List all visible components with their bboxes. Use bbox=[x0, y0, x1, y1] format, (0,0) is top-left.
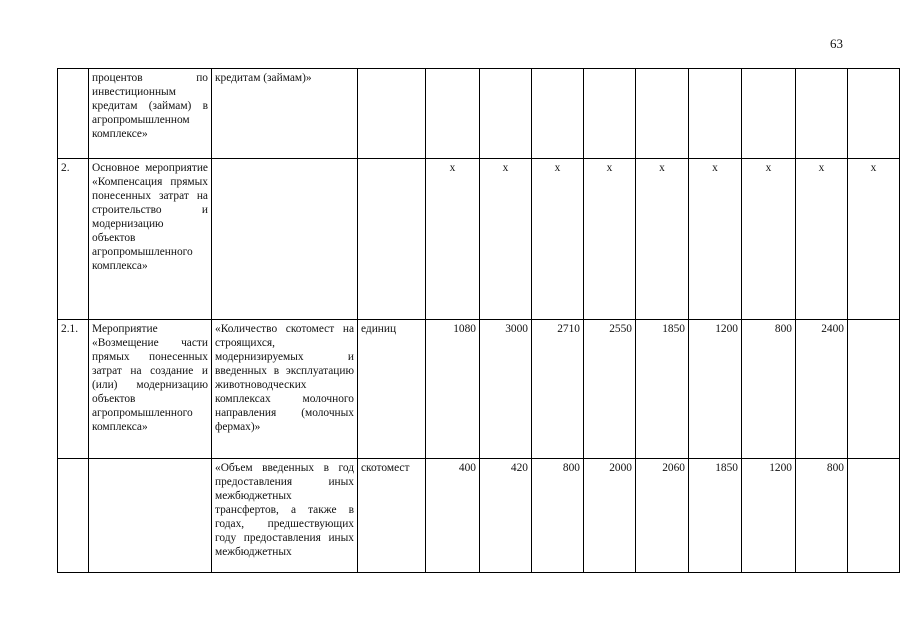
unit-cell: единиц bbox=[358, 320, 426, 459]
row-number bbox=[58, 459, 89, 573]
value-cell: 1080 bbox=[426, 320, 480, 459]
value-cell: 400 bbox=[426, 459, 480, 573]
value-cell bbox=[796, 69, 848, 159]
page-number: 63 bbox=[830, 36, 843, 51]
value-cell: 1850 bbox=[636, 320, 689, 459]
value-cell bbox=[848, 459, 900, 573]
value-cell: х bbox=[426, 159, 480, 320]
value-cell bbox=[689, 69, 742, 159]
value-cell: 1200 bbox=[742, 459, 796, 573]
unit-cell: скотомест bbox=[358, 459, 426, 573]
indicator-name: «Объем введенных в год предоставления иных межбюджетных трансфертов, а также в годах, предшествующих году предоставления иных межбюджетных bbox=[212, 459, 358, 573]
value-cell: х bbox=[532, 159, 584, 320]
value-cell bbox=[848, 320, 900, 459]
value-cell: 2060 bbox=[636, 459, 689, 573]
table-row bbox=[58, 459, 900, 573]
unit-cell bbox=[358, 69, 426, 159]
value-cell: 800 bbox=[742, 320, 796, 459]
value-cell: х bbox=[480, 159, 532, 320]
value-cell bbox=[848, 69, 900, 159]
value-cell: х bbox=[689, 159, 742, 320]
value-cell: х bbox=[848, 159, 900, 320]
value-cell bbox=[532, 69, 584, 159]
indicator-name: кредитам (займам)» bbox=[212, 69, 358, 159]
measure-name: Основное мероприятие «Компенсация прямых понесенных затрат на строительство и модернизацию объектов агропромышленного комплекса» bbox=[89, 159, 212, 320]
value-cell: 2710 bbox=[532, 320, 584, 459]
value-cell: 800 bbox=[532, 459, 584, 573]
value-cell: 2400 bbox=[796, 320, 848, 459]
measure-name: Мероприятие «Возмещение части прямых понесенных затрат на создание и (или) модернизацию объектов агропромышленного комплекса» bbox=[89, 320, 212, 459]
value-cell: х bbox=[636, 159, 689, 320]
table-row bbox=[58, 320, 900, 459]
value-cell bbox=[636, 69, 689, 159]
value-cell: х bbox=[584, 159, 636, 320]
measure-name: процентов по инвестиционным кредитам (займам) в агропромышленном комплексе» bbox=[89, 69, 212, 159]
value-cell bbox=[584, 69, 636, 159]
row-number: 2.1. bbox=[58, 320, 89, 459]
value-cell: 2000 bbox=[584, 459, 636, 573]
value-cell: 420 bbox=[480, 459, 532, 573]
value-cell: 3000 bbox=[480, 320, 532, 459]
table-row bbox=[58, 159, 900, 320]
value-cell bbox=[480, 69, 532, 159]
unit-cell bbox=[358, 159, 426, 320]
value-cell: 800 bbox=[796, 459, 848, 573]
value-cell bbox=[742, 69, 796, 159]
value-cell: х bbox=[742, 159, 796, 320]
indicator-name: «Количество скотомест на строящихся, модернизируемых и введенных в эксплуатацию животноводческих комплексах молочного направления (молочных фермах)» bbox=[212, 320, 358, 459]
row-number bbox=[58, 69, 89, 159]
value-cell: 1850 bbox=[689, 459, 742, 573]
table-row bbox=[58, 69, 900, 159]
row-number: 2. bbox=[58, 159, 89, 320]
value-cell: 1200 bbox=[689, 320, 742, 459]
indicators-table bbox=[57, 68, 900, 573]
value-cell: х bbox=[796, 159, 848, 320]
measure-name bbox=[89, 459, 212, 573]
value-cell: 2550 bbox=[584, 320, 636, 459]
indicator-name bbox=[212, 159, 358, 320]
value-cell bbox=[426, 69, 480, 159]
